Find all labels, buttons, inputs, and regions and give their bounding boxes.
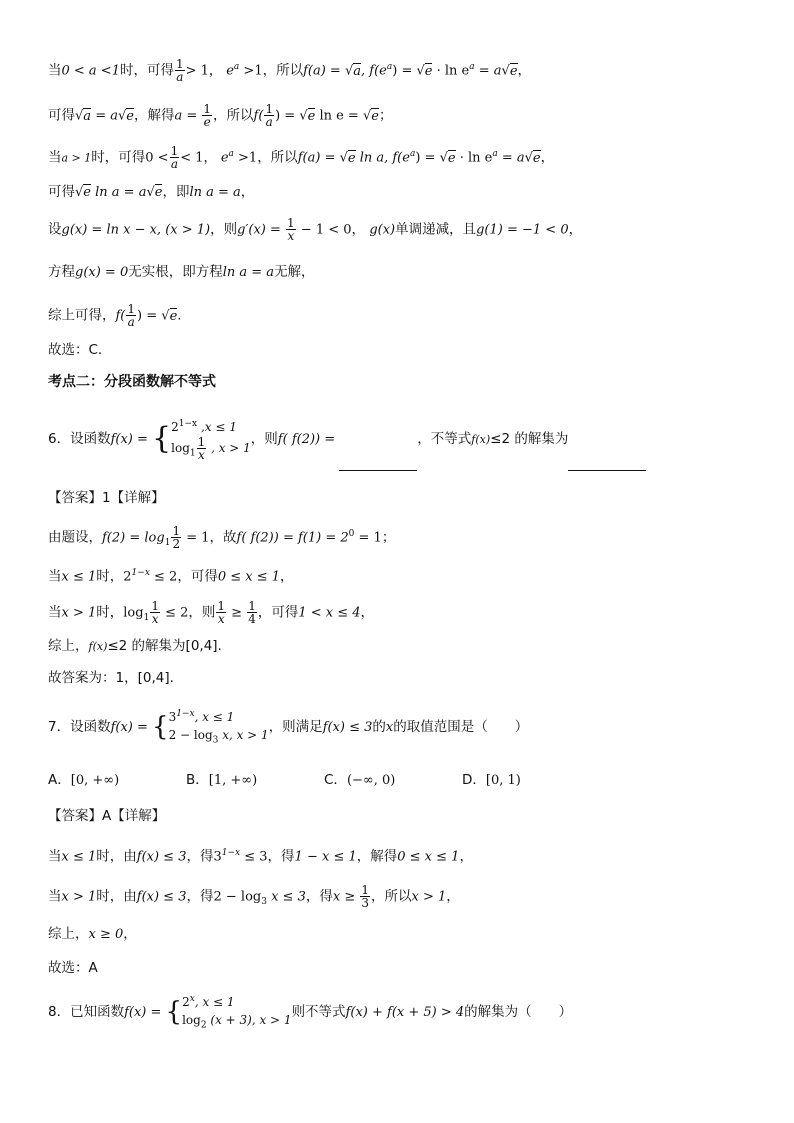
fraction: $\frac{1}{e}$ xyxy=(203,102,212,129)
piecewise-cases: 2$^x$, x ≤ 1 $\log_2 (x + 3)$, x > 1 xyxy=(182,993,292,1031)
solution-line-8: 故选：C. xyxy=(48,342,103,358)
solution-line-4: 可得√e ln a = a√e，即ln a = a， xyxy=(48,184,255,200)
answer-blank-2[interactable] xyxy=(568,470,646,471)
fraction: $\frac{1}{a}$ xyxy=(127,302,136,329)
answer-blank-1[interactable] xyxy=(339,470,417,471)
solution-line-7: 综上可得，f( $\frac{1}{a}$ ) = √e. xyxy=(48,302,182,329)
section-heading: 考点二：分段函数解不等式 xyxy=(48,374,216,390)
question-8: 8．已知函数f(x) = { 2$^x$, x ≤ 1 $\log_2 (x + 3)$, x > 1 则不等式f(x) + f(x + 5) > 4的解集为（ ） xyxy=(48,989,572,1036)
fraction: $\frac{1}{4}$ xyxy=(248,599,256,626)
solution-line-3: 当a > 1时，可得0 < $\frac{1}{a}$ < 1， $e^a >1$，所以f(a) = √e ln a, $f(e^a) = √e \cdot \ln e^a = a√e$， xyxy=(48,144,555,171)
option-d[interactable]: D．[0, 1) xyxy=(462,772,521,788)
answer-7-line-4: 故选：A xyxy=(48,960,98,976)
answer-6-line-5: 故答案为：1，[0,4]. xyxy=(48,670,174,686)
left-brace: { xyxy=(165,997,183,1027)
answer-6-line-4: 综上，f(x)≤2 的解集为[0,4]. xyxy=(48,638,222,654)
answer-6-header: 【答案】1【详解】 xyxy=(48,490,165,506)
answer-7-line-2: 当x > 1时，由f(x) ≤ 3，得$2 - \log_3 x \le 3$，得x ≥ $\frac{1}{3}$ ，所以x > 1， xyxy=(48,883,460,910)
piecewise-cases: $2^{1-x}$ ,x ≤ 1 $\log_1$ $\frac{1}{x}$ , x > 1 xyxy=(171,419,251,463)
fraction: $\frac{1}{x}$ xyxy=(287,216,295,243)
fraction: $\frac{1}{x}$ xyxy=(217,599,226,626)
fraction: $\frac{1}{x}$ xyxy=(197,435,206,463)
answer-6-line-2: 当x ≤ 1时，$2^{1-x} \le 2$，可得0 ≤ x ≤ 1， xyxy=(48,568,294,585)
option-c[interactable]: C．(−∞, 0) xyxy=(324,772,396,788)
answer-6-line-3: 当x > 1时，$\log_1$ $\frac{1}{x}$ ≤ 2，则 $\frac{1}{x}$ ≥ $\frac{1}{4}$ ，可得1 < x ≤ 4， xyxy=(48,599,375,626)
answer-7-line-1: 当x ≤ 1时，由f(x) ≤ 3，得$3^{1-x} \le 3$，得1 − x ≤ 1，解得0 ≤ x ≤ 1， xyxy=(48,848,473,865)
fraction: $\frac{1}{a}$ xyxy=(265,102,274,129)
answer-7-header: 【答案】A【详解】 xyxy=(48,808,166,824)
fraction: $\frac{1}{x}$ xyxy=(151,599,159,626)
fraction: $\frac{1}{a}$ xyxy=(175,57,184,84)
solution-line-6: 方程g(x) = 0无实根，即方程ln a = a无解， xyxy=(48,264,315,280)
fraction: $\frac{1}{2}$ xyxy=(172,524,181,551)
question-6: 6．设函数f(x) = { $2^{1-x}$ ,x ≤ 1 $\log_1$ $\frac{1}{x}$ , x > 1 ，则f( f(2)) = ，不等式f(x)≤2 的解集为 xyxy=(48,408,646,471)
fraction: $\frac{1}{3}$ xyxy=(361,883,369,910)
piecewise-cases: $3^{1-x}$, x ≤ 1 $2 - \log_3 x$, x > 1 xyxy=(168,708,269,746)
left-brace: { xyxy=(152,421,172,456)
question-7: 7．设函数f(x) = { $3^{1-x}$, x ≤ 1 $2 - \log_3 x$, x > 1 ，则满足f(x) ≤ 3的x的取值范围是（ ） xyxy=(48,703,528,752)
solution-line-1: 当0 < a <1时，可得 $\frac{1}{a}$ > 1， $e^a >1$，所以f(a) = √a, $f(e^a) = √e \cdot \ln e^a = a√e$， xyxy=(48,57,532,84)
answer-6-line-1: 由题设，$f(2) = \log_1$ $\frac{1}{2}$ = 1，故f( $f(2)) = f(1) = 2^0 = 1$； xyxy=(48,524,396,551)
option-a[interactable]: A．[0, +∞) xyxy=(48,772,120,788)
solution-line-2: 可得√a = a√e，解得a = $\frac{1}{e}$ ，所以f( $\frac{1}{a}$ ) = √e ln e = √e； xyxy=(48,102,393,129)
answer-7-line-3: 综上，x ≥ 0， xyxy=(48,926,137,942)
left-brace: { xyxy=(152,712,169,742)
fraction: $\frac{1}{a}$ xyxy=(170,144,179,171)
solution-line-5: 设g(x) = ln x − x, (x > 1)，则g′(x) = $\frac{1}{x}$ − 1 < 0， g(x)单调递减，且g(1) = −1 < 0， xyxy=(48,216,583,243)
option-b[interactable]: B．[1, +∞) xyxy=(186,772,258,788)
